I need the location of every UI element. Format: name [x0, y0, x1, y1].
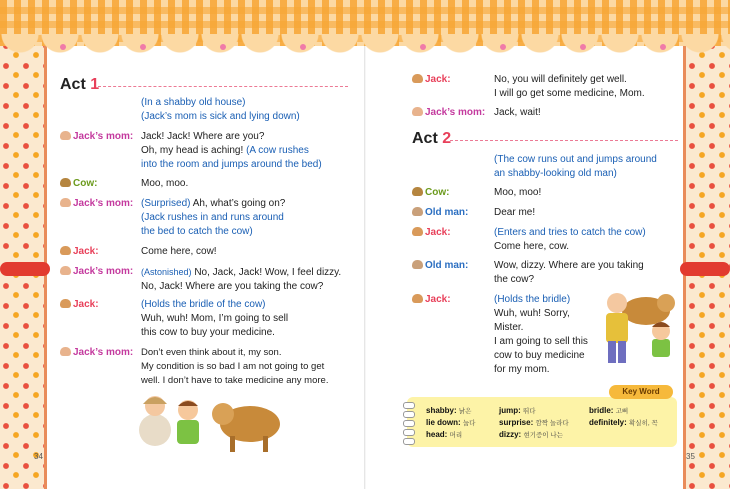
right-curtain-tie — [680, 262, 730, 276]
dialogue-line: Dear me! — [494, 207, 536, 218]
keyword-item: lie down: 눕다 — [426, 418, 476, 427]
dialogue-line: (Astonished) No, Jack, Jack! Wow, I feel dizzy. No, Jack! Where are you taking the cow? — [141, 267, 342, 292]
flower-icon — [580, 44, 586, 50]
act-1-rule — [98, 86, 348, 87]
keyword-item: surprise: 깜짝 놀라다 — [499, 418, 569, 427]
old-man-face-icon — [412, 260, 423, 269]
page-number-left: 34 — [34, 452, 43, 461]
key-word-tag: Key Word — [609, 385, 673, 399]
dialogue-line: Come here, cow! — [141, 246, 217, 257]
spiral-ring — [403, 411, 415, 418]
spiral-ring — [403, 402, 415, 409]
speaker-jacks-mom: Jack’s mom: — [412, 106, 485, 120]
speaker-jacks-mom: Jack’s mom: — [60, 346, 133, 360]
speaker-jack: Jack: — [412, 73, 451, 87]
flower-icon — [420, 44, 426, 50]
stage-direction: (The cow runs out and jumps around an shabby-looking old man) — [494, 154, 657, 179]
keyword-item: head: 머리 — [426, 430, 463, 439]
act-number: 1 — [90, 76, 100, 93]
act-label: Act — [412, 130, 438, 147]
speaker-jack: Jack: — [412, 293, 451, 307]
stage-direction: (In a shabby old house) (Jack’s mom is sick and lying down) — [141, 97, 300, 122]
act-2-rule — [450, 140, 678, 141]
old-man-jack-cow-illustration — [596, 287, 680, 367]
mom-face-icon — [412, 107, 423, 116]
speaker-jacks-mom: Jack’s mom: — [60, 197, 133, 211]
dialogue-line: (Holds the bridle of the cow) Wuh, wuh! Mom, I’m going to sell this cow to buy your medicine. — [141, 299, 289, 338]
dialogue-line: Moo, moo. — [141, 178, 189, 189]
speaker-cow: Cow: — [412, 186, 449, 200]
jack-face-icon — [412, 294, 423, 303]
page-gutter — [364, 46, 366, 489]
act-number: 2 — [442, 130, 452, 147]
flower-icon — [140, 44, 146, 50]
cow-face-icon — [412, 187, 423, 196]
speaker-jack: Jack: — [60, 298, 99, 312]
spiral-ring — [403, 420, 415, 427]
page-number-right: 35 — [686, 452, 695, 461]
flower-icon — [60, 44, 66, 50]
dialogue-line: Jack, wait! — [494, 107, 541, 118]
speaker-jacks-mom: Jack’s mom: — [60, 265, 133, 279]
dialogue-line: Don’t even think about it, my son. My condition is so bad I am not going to get well. I don’t have to take medicine any more. — [141, 347, 329, 386]
speaker-old-man: Old man: — [412, 259, 468, 273]
keyword-item: shabby: 낡은 — [426, 406, 472, 415]
speaker-jack: Jack: — [412, 226, 451, 240]
speaker-old-man: Old man: — [412, 206, 468, 220]
act-2-heading — [412, 130, 451, 148]
flower-icon — [300, 44, 306, 50]
dialogue-line: No, you will definitely get well. I will go get some medicine, Mom. — [494, 74, 645, 99]
spiral-ring — [403, 438, 415, 445]
speaker-jacks-mom: Jack’s mom: — [60, 130, 133, 144]
speaker-cow: Cow: — [60, 177, 97, 191]
jack-face-icon — [60, 299, 71, 308]
flower-icon — [500, 44, 506, 50]
dialogue-line: Moo, moo! — [494, 187, 542, 198]
act-1-heading — [60, 76, 99, 94]
mom-face-icon — [60, 347, 71, 356]
dialogue-line: (Enters and tries to catch the cow) Come here, cow. — [494, 227, 646, 252]
keyword-item: dizzy: 현기증이 나는 — [499, 430, 563, 439]
mom-face-icon — [60, 266, 71, 275]
keyword-item: jump: 뛰다 — [499, 406, 536, 415]
old-man-face-icon — [412, 207, 423, 216]
spiral-ring — [403, 429, 415, 436]
dialogue-line: (Holds the bridle) Wuh, wuh! Sorry, Mister. I am going to sell this cow to buy medicine for my mom. — [494, 294, 588, 375]
flower-icon — [220, 44, 226, 50]
dialogue-line: Jack! Jack! Where are you? Oh, my head is aching! (A cow rushes into the room and jumps around the bed) — [141, 131, 322, 170]
left-curtain — [0, 0, 47, 489]
keyword-item: bridle: 고삐 — [589, 406, 629, 415]
dialogue-line: Wow, dizzy. Where are you taking the cow? — [494, 260, 644, 285]
mom-face-icon — [60, 131, 71, 140]
dialogue-line: (Surprised) Ah, what’s going on? (Jack rushes in and runs around the bed to catch the cow) — [141, 198, 286, 237]
left-curtain-tie — [0, 262, 50, 276]
act-label: Act — [60, 76, 86, 93]
right-curtain — [683, 0, 730, 489]
cow-face-icon — [60, 178, 71, 187]
jack-face-icon — [412, 74, 423, 83]
flower-icon — [660, 44, 666, 50]
jack-face-icon — [60, 246, 71, 255]
mom-face-icon — [60, 198, 71, 207]
keyword-item: definitely: 확실히, 꼭 — [589, 418, 658, 427]
mom-jack-cow-illustration — [135, 392, 285, 454]
speaker-jack: Jack: — [60, 245, 99, 259]
jack-face-icon — [412, 227, 423, 236]
